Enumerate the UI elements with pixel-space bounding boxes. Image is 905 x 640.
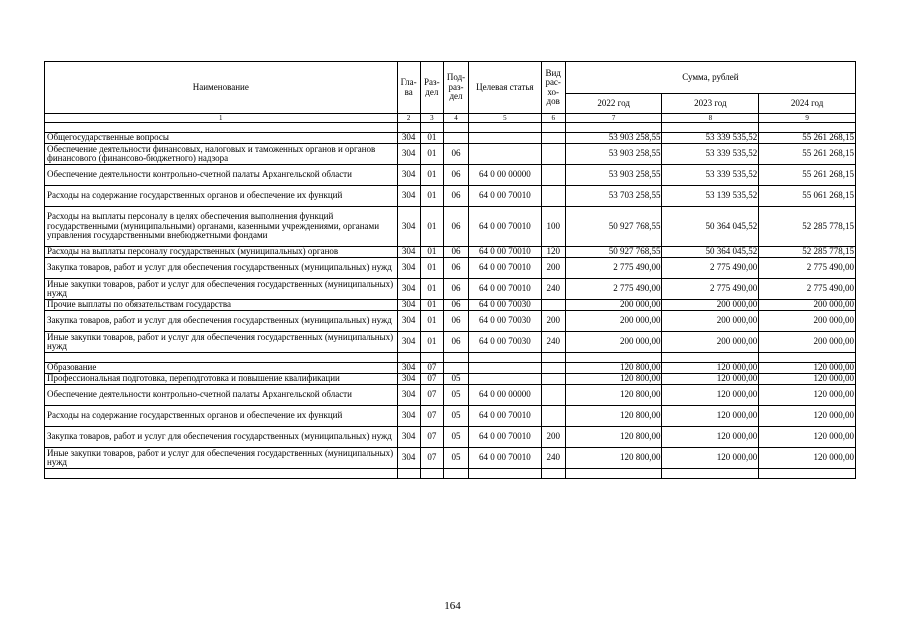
empty-cell <box>469 353 542 363</box>
row-name: Профессиональная подготовка, переподготовка и повышение квалификации <box>45 374 398 385</box>
row-podrazdel: 05 <box>443 427 468 448</box>
row-razdel: 01 <box>420 311 443 332</box>
col-number: 9 <box>759 114 856 123</box>
row-target-article: 64 0 00 70030 <box>469 332 542 353</box>
row-expense-type <box>541 374 565 385</box>
table-row <box>45 427 856 448</box>
row-sum-2024: 55 261 268,15 <box>759 144 856 165</box>
row-sum-2022: 200 000,00 <box>565 332 662 353</box>
col-number: 2 <box>397 114 420 123</box>
row-glava: 304 <box>397 300 420 311</box>
row-glava: 304 <box>397 247 420 258</box>
row-razdel: 01 <box>420 247 443 258</box>
empty-cell <box>565 353 662 363</box>
row-name: Расходы на выплаты персоналу государственных (муниципальных) органов <box>45 247 398 258</box>
row-sum-2023: 200 000,00 <box>662 300 759 311</box>
row-expense-type: 240 <box>541 448 565 469</box>
column-number-row <box>45 114 856 123</box>
row-podrazdel <box>443 133 468 144</box>
row-glava: 304 <box>397 374 420 385</box>
row-target-article <box>469 363 542 374</box>
table-row <box>45 247 856 258</box>
row-target-article: 64 0 00 70010 <box>469 427 542 448</box>
row-sum-2023: 53 339 535,52 <box>662 133 759 144</box>
row-sum-2023: 53 339 535,52 <box>662 144 759 165</box>
row-sum-2024: 200 000,00 <box>759 311 856 332</box>
empty-cell <box>662 353 759 363</box>
row-sum-2022: 120 800,00 <box>565 406 662 427</box>
row-razdel: 01 <box>420 207 443 247</box>
col-number: 6 <box>541 114 565 123</box>
empty-cell <box>443 469 468 479</box>
col-number: 1 <box>45 114 398 123</box>
row-razdel: 01 <box>420 133 443 144</box>
row-expense-type <box>541 385 565 406</box>
row-sum-2022: 200 000,00 <box>565 300 662 311</box>
row-sum-2024: 2 775 490,00 <box>759 258 856 279</box>
row-expense-type: 240 <box>541 332 565 353</box>
row-target-article: 64 0 00 00000 <box>469 385 542 406</box>
row-name: Закупка товаров, работ и услуг для обеспечения государственных (муниципальных) нужд <box>45 258 398 279</box>
row-target-article: 64 0 00 70010 <box>469 186 542 207</box>
row-razdel: 07 <box>420 363 443 374</box>
row-sum-2022: 120 800,00 <box>565 374 662 385</box>
row-sum-2022: 50 927 768,55 <box>565 247 662 258</box>
table-row <box>45 300 856 311</box>
row-name: Расходы на выплаты персоналу в целях обеспечения выполнения функций государственными (муниципальными) органами, казенными учреждениями, органами управления государственными внебюджетными фондами <box>45 207 398 247</box>
empty-cell <box>469 123 542 133</box>
table-body <box>45 123 856 479</box>
row-sum-2023: 2 775 490,00 <box>662 258 759 279</box>
row-glava: 304 <box>397 186 420 207</box>
row-sum-2022: 120 800,00 <box>565 385 662 406</box>
row-name: Иные закупки товаров, работ и услуг для обеспечения государственных (муниципальных) нужд <box>45 279 398 300</box>
table-row <box>45 186 856 207</box>
row-sum-2024: 120 000,00 <box>759 406 856 427</box>
row-sum-2024: 55 061 268,15 <box>759 186 856 207</box>
table-row <box>45 207 856 247</box>
row-sum-2024: 120 000,00 <box>759 385 856 406</box>
row-podrazdel: 05 <box>443 448 468 469</box>
row-sum-2024: 52 285 778,15 <box>759 247 856 258</box>
row-name: Закупка товаров, работ и услуг для обеспечения государственных (муниципальных) нужд <box>45 311 398 332</box>
empty-cell <box>662 469 759 479</box>
row-sum-2022: 120 800,00 <box>565 363 662 374</box>
header-sum: Сумма, рублей <box>565 62 855 94</box>
row-sum-2023: 53 139 535,52 <box>662 186 759 207</box>
table-row <box>45 363 856 374</box>
row-podrazdel: 06 <box>443 258 468 279</box>
row-name: Расходы на содержание государственных органов и обеспечение их функций <box>45 406 398 427</box>
empty-cell <box>443 123 468 133</box>
row-podrazdel: 06 <box>443 207 468 247</box>
row-sum-2023: 120 000,00 <box>662 374 759 385</box>
empty-cell <box>397 469 420 479</box>
row-glava: 304 <box>397 385 420 406</box>
empty-cell <box>662 123 759 133</box>
empty-cell <box>759 353 856 363</box>
row-name: Закупка товаров, работ и услуг для обеспечения государственных (муниципальных) нужд <box>45 427 398 448</box>
row-razdel: 07 <box>420 427 443 448</box>
empty-cell <box>420 123 443 133</box>
row-razdel: 01 <box>420 332 443 353</box>
row-sum-2023: 120 000,00 <box>662 448 759 469</box>
empty-cell <box>45 123 398 133</box>
row-sum-2023: 120 000,00 <box>662 427 759 448</box>
row-expense-type: 240 <box>541 279 565 300</box>
row-podrazdel: 05 <box>443 406 468 427</box>
row-razdel: 07 <box>420 385 443 406</box>
table-row <box>45 311 856 332</box>
col-number: 5 <box>469 114 542 123</box>
row-sum-2024: 200 000,00 <box>759 300 856 311</box>
row-expense-type <box>541 133 565 144</box>
header-year-2024: 2024 год <box>759 94 856 114</box>
empty-cell <box>565 123 662 133</box>
row-glava: 304 <box>397 363 420 374</box>
header-glava: Гла-ва <box>397 62 420 114</box>
row-name: Иные закупки товаров, работ и услуг для обеспечения государственных (муниципальных) нужд <box>45 332 398 353</box>
row-sum-2022: 53 903 258,55 <box>565 133 662 144</box>
row-sum-2024: 52 285 778,15 <box>759 207 856 247</box>
row-razdel: 07 <box>420 374 443 385</box>
col-number: 3 <box>420 114 443 123</box>
row-sum-2024: 200 000,00 <box>759 332 856 353</box>
row-target-article <box>469 133 542 144</box>
empty-cell <box>541 469 565 479</box>
row-razdel: 01 <box>420 186 443 207</box>
table-row <box>45 258 856 279</box>
row-razdel: 01 <box>420 165 443 186</box>
row-podrazdel: 06 <box>443 247 468 258</box>
row-target-article: 64 0 00 70010 <box>469 258 542 279</box>
row-sum-2022: 200 000,00 <box>565 311 662 332</box>
row-name: Иные закупки товаров, работ и услуг для обеспечения государственных (муниципальных) нужд <box>45 448 398 469</box>
empty-cell <box>469 469 542 479</box>
row-podrazdel: 06 <box>443 332 468 353</box>
header-expense-type: Вид рас-хо-дов <box>541 62 565 114</box>
table-row <box>45 144 856 165</box>
table-row <box>45 374 856 385</box>
row-expense-type: 120 <box>541 247 565 258</box>
row-glava: 304 <box>397 406 420 427</box>
row-expense-type <box>541 165 565 186</box>
row-expense-type: 200 <box>541 427 565 448</box>
row-sum-2023: 120 000,00 <box>662 406 759 427</box>
table-row <box>45 332 856 353</box>
row-sum-2024: 55 261 268,15 <box>759 133 856 144</box>
empty-cell <box>45 353 398 363</box>
header-year-2022: 2022 год <box>565 94 662 114</box>
table-row <box>45 406 856 427</box>
row-sum-2023: 120 000,00 <box>662 385 759 406</box>
row-sum-2022: 53 903 258,55 <box>565 165 662 186</box>
document-page <box>44 61 856 479</box>
empty-row <box>45 469 856 479</box>
row-sum-2022: 2 775 490,00 <box>565 258 662 279</box>
row-sum-2024: 2 775 490,00 <box>759 279 856 300</box>
row-podrazdel: 06 <box>443 186 468 207</box>
row-glava: 304 <box>397 279 420 300</box>
header-year-2023: 2023 год <box>662 94 759 114</box>
row-sum-2023: 2 775 490,00 <box>662 279 759 300</box>
row-name: Образование <box>45 363 398 374</box>
row-podrazdel <box>443 363 468 374</box>
row-target-article <box>469 144 542 165</box>
row-target-article: 64 0 00 70010 <box>469 279 542 300</box>
row-expense-type: 200 <box>541 258 565 279</box>
row-target-article: 64 0 00 70010 <box>469 406 542 427</box>
row-glava: 304 <box>397 332 420 353</box>
row-target-article: 64 0 00 00000 <box>469 165 542 186</box>
row-glava: 304 <box>397 144 420 165</box>
row-target-article: 64 0 00 70030 <box>469 300 542 311</box>
row-razdel: 07 <box>420 406 443 427</box>
row-razdel: 07 <box>420 448 443 469</box>
empty-row <box>45 123 856 133</box>
row-sum-2024: 120 000,00 <box>759 363 856 374</box>
empty-cell <box>45 469 398 479</box>
row-glava: 304 <box>397 165 420 186</box>
row-sum-2023: 50 364 045,52 <box>662 207 759 247</box>
row-sum-2023: 53 339 535,52 <box>662 165 759 186</box>
row-sum-2022: 53 703 258,55 <box>565 186 662 207</box>
empty-cell <box>759 469 856 479</box>
row-target-article <box>469 374 542 385</box>
row-expense-type <box>541 186 565 207</box>
empty-cell <box>420 469 443 479</box>
row-expense-type <box>541 300 565 311</box>
empty-cell <box>565 469 662 479</box>
empty-cell <box>541 353 565 363</box>
row-podrazdel: 05 <box>443 385 468 406</box>
row-expense-type <box>541 363 565 374</box>
row-sum-2023: 200 000,00 <box>662 332 759 353</box>
table-row <box>45 279 856 300</box>
row-sum-2023: 50 364 045,52 <box>662 247 759 258</box>
col-number: 7 <box>565 114 662 123</box>
row-name: Общегосударственные вопросы <box>45 133 398 144</box>
table-row <box>45 165 856 186</box>
row-sum-2022: 53 903 258,55 <box>565 144 662 165</box>
row-sum-2022: 2 775 490,00 <box>565 279 662 300</box>
row-razdel: 01 <box>420 144 443 165</box>
row-glava: 304 <box>397 207 420 247</box>
page-number: 164 <box>444 600 461 612</box>
row-razdel: 01 <box>420 300 443 311</box>
row-razdel: 01 <box>420 258 443 279</box>
row-name: Обеспечение деятельности финансовых, налоговых и таможенных органов и органов финансового (финансово-бюджетного) надзора <box>45 144 398 165</box>
row-expense-type: 200 <box>541 311 565 332</box>
row-expense-type: 100 <box>541 207 565 247</box>
row-glava: 304 <box>397 133 420 144</box>
row-glava: 304 <box>397 448 420 469</box>
header-podrazdel: Под-раз-дел <box>443 62 468 114</box>
row-podrazdel: 06 <box>443 165 468 186</box>
row-target-article: 64 0 00 70010 <box>469 207 542 247</box>
empty-cell <box>420 353 443 363</box>
empty-cell <box>759 123 856 133</box>
row-expense-type <box>541 406 565 427</box>
empty-cell <box>541 123 565 133</box>
header-razdel: Раз-дел <box>420 62 443 114</box>
empty-row <box>45 353 856 363</box>
row-expense-type <box>541 144 565 165</box>
row-sum-2022: 120 800,00 <box>565 448 662 469</box>
row-name: Обеспечение деятельности контрольно-счетной палаты Архангельской области <box>45 385 398 406</box>
row-sum-2022: 120 800,00 <box>565 427 662 448</box>
row-sum-2022: 50 927 768,55 <box>565 207 662 247</box>
empty-cell <box>397 123 420 133</box>
row-glava: 304 <box>397 258 420 279</box>
empty-cell <box>397 353 420 363</box>
row-glava: 304 <box>397 311 420 332</box>
row-glava: 304 <box>397 427 420 448</box>
header-name: Наименование <box>45 62 398 114</box>
row-sum-2023: 200 000,00 <box>662 311 759 332</box>
row-podrazdel: 06 <box>443 144 468 165</box>
header-target-article: Целевая статья <box>469 62 542 114</box>
row-podrazdel: 06 <box>443 311 468 332</box>
row-name: Расходы на содержание государственных органов и обеспечение их функций <box>45 186 398 207</box>
row-name: Прочие выплаты по обязательствам государства <box>45 300 398 311</box>
row-sum-2024: 120 000,00 <box>759 448 856 469</box>
table-row <box>45 385 856 406</box>
table-row <box>45 133 856 144</box>
empty-cell <box>443 353 468 363</box>
row-sum-2023: 120 000,00 <box>662 363 759 374</box>
row-podrazdel: 06 <box>443 279 468 300</box>
col-number: 8 <box>662 114 759 123</box>
table-row <box>45 448 856 469</box>
row-name: Обеспечение деятельности контрольно-счетной палаты Архангельской области <box>45 165 398 186</box>
row-podrazdel: 05 <box>443 374 468 385</box>
row-sum-2024: 55 261 268,15 <box>759 165 856 186</box>
row-sum-2024: 120 000,00 <box>759 427 856 448</box>
row-target-article: 64 0 00 70010 <box>469 448 542 469</box>
row-target-article: 64 0 00 70010 <box>469 247 542 258</box>
row-sum-2024: 120 000,00 <box>759 374 856 385</box>
budget-table <box>44 61 856 479</box>
col-number: 4 <box>443 114 468 123</box>
row-podrazdel: 06 <box>443 300 468 311</box>
row-target-article: 64 0 00 70030 <box>469 311 542 332</box>
row-razdel: 01 <box>420 279 443 300</box>
